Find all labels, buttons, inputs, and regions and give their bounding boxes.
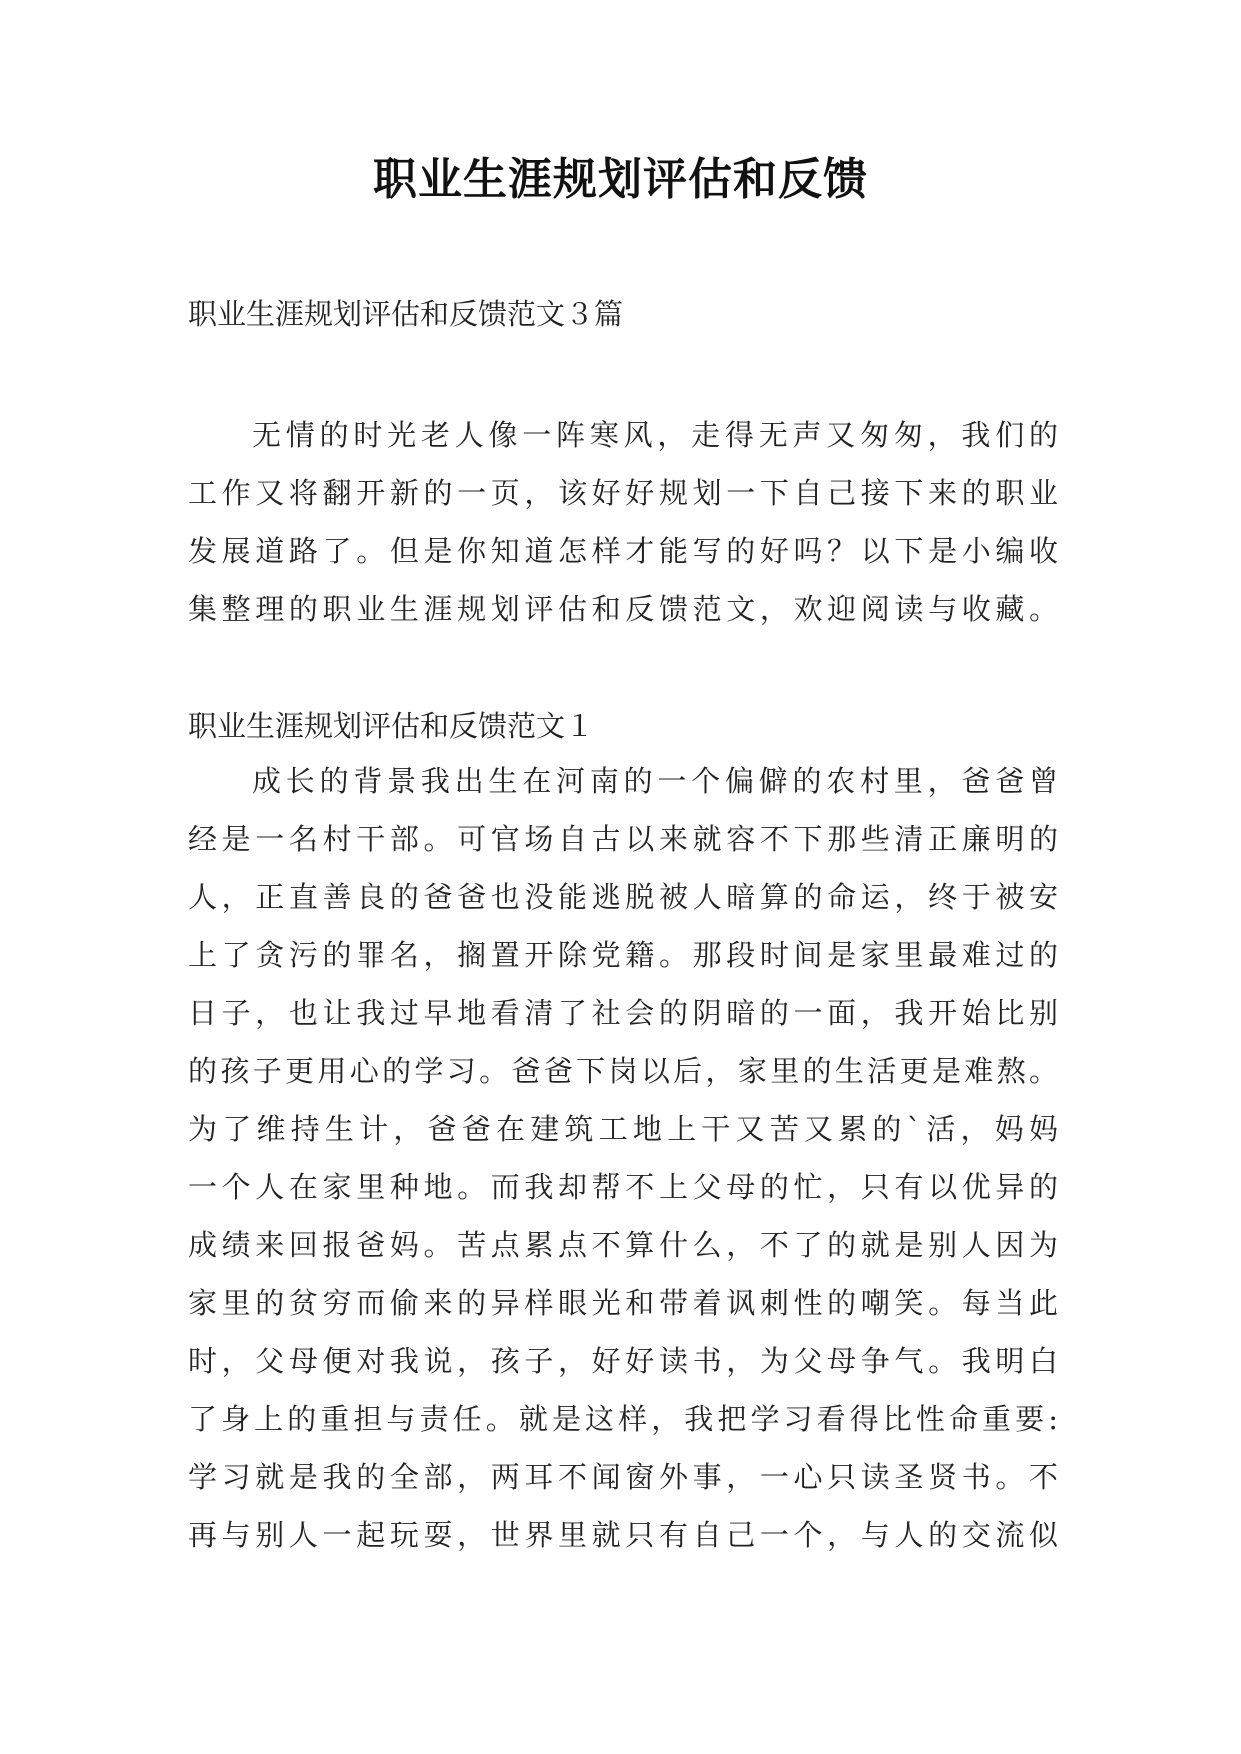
intro-line: 工作又将翻开新的一页，该好好规划一下自己接下来的职业	[188, 476, 1058, 510]
body-line: 人，正直善良的爸爸也没能逃脱被人暗算的命运，终于被安	[188, 880, 1058, 914]
intro-line: 发展道路了。但是你知道怎样才能写的好吗？以下是小编收	[188, 534, 1058, 568]
body-line: 时，父母便对我说，孩子，好好读书，为父母争气。我明白	[188, 1344, 1058, 1378]
intro-line: 无情的时光老人像一阵寒风，走得无声又匆匆，我们的	[252, 418, 1058, 452]
intro-line: 集整理的职业生涯规划评估和反馈范文，欢迎阅读与收藏。	[188, 592, 1058, 626]
body-line: 了身上的重担与责任。就是这样，我把学习看得比性命重要:	[188, 1402, 1058, 1436]
body-line: 的孩子更用心的学习。爸爸下岗以后，家里的生活更是难熬。	[188, 1054, 1058, 1088]
body-line: 日子，也让我过早地看清了社会的阴暗的一面，我开始比别	[188, 996, 1058, 1030]
document-subtitle: 职业生涯规划评估和反馈范文３篇	[188, 297, 624, 331]
body-line: 一个人在家里种地。而我却帮不上父母的忙，只有以优异的	[188, 1170, 1058, 1204]
body-line: 成长的背景我出生在河南的一个偏僻的农村里，爸爸曾	[252, 764, 1058, 798]
intro-paragraph	[188, 406, 1058, 638]
body-paragraph	[188, 752, 1058, 1564]
body-line: 上了贪污的罪名，搁置开除党籍。那段时间是家里最难过的	[188, 938, 1058, 972]
document-title: 职业生涯规划评估和反馈	[373, 154, 868, 205]
body-line: 经是一名村干部。可官场自古以来就容不下那些清正廉明的	[188, 822, 1058, 856]
body-line: 再与别人一起玩耍，世界里就只有自己一个，与人的交流似	[188, 1518, 1058, 1552]
body-line: 为了维持生计，爸爸在建筑工地上干又苦又累的`活，妈妈	[188, 1112, 1058, 1146]
body-line: 成绩来回报爸妈。苦点累点不算什么，不了的就是别人因为	[188, 1228, 1058, 1262]
body-line: 学习就是我的全部，两耳不闻窗外事，一心只读圣贤书。不	[188, 1460, 1058, 1494]
body-line: 家里的贫穷而偷来的异样眼光和带着讽刺性的嘲笑。每当此	[188, 1286, 1058, 1320]
section-heading: 职业生涯规划评估和反馈范文１	[188, 709, 595, 743]
